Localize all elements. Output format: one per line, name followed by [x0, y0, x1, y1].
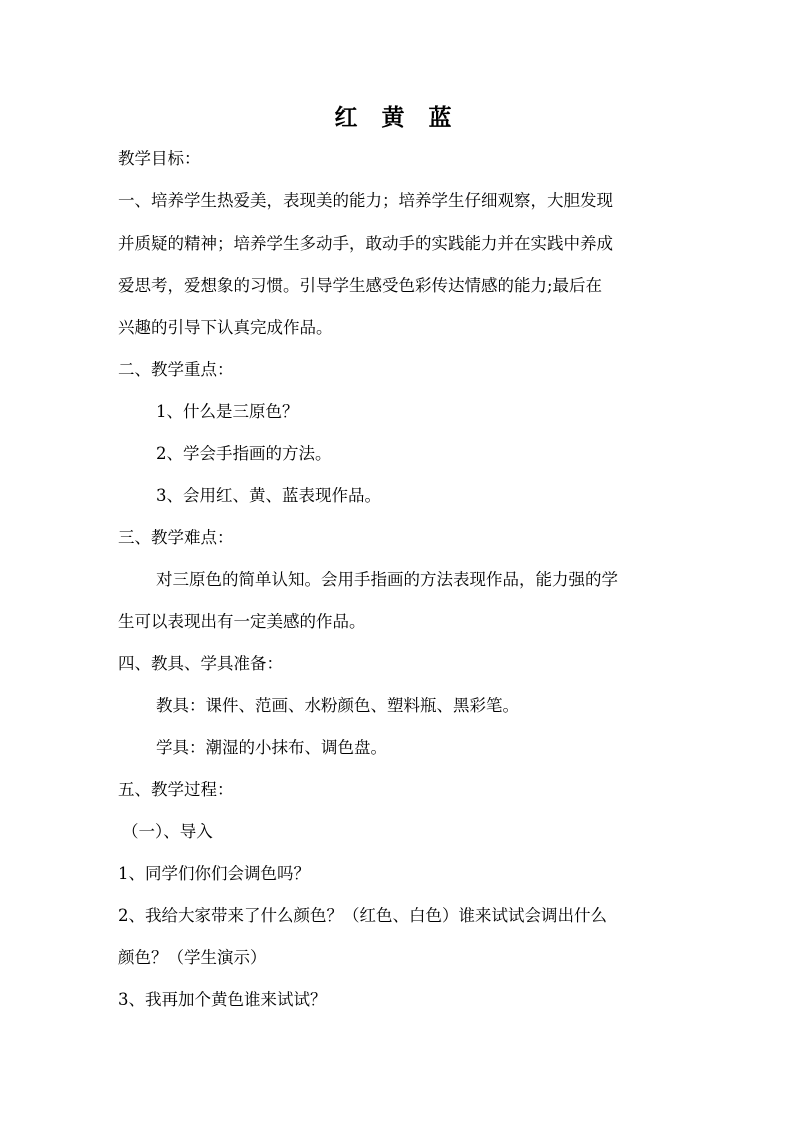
document-title: 红 黄 蓝 — [334, 104, 460, 131]
paragraph-line: 爱思考，爱想象的习惯。引导学生感受色彩传达情感的能力;最后在 — [118, 276, 603, 295]
paragraph-line: 生可以表现出有一定美感的作品。 — [118, 612, 366, 631]
subsection-heading: （一）、导入 — [122, 822, 213, 841]
list-item: 3、我再加个黄色谁来试试？ — [118, 990, 327, 1009]
list-item: 1、同学们你们会调色吗？ — [118, 864, 310, 883]
paragraph-line: 兴趣的引导下认真完成作品。 — [118, 318, 333, 337]
section-heading-process: 五、教学过程： — [118, 780, 234, 799]
section-heading-difficulties: 三、教学难点： — [118, 528, 234, 547]
paragraph-line: 一、培养学生热爱美，表现美的能力；培养学生仔细观察，大胆发现 — [118, 191, 613, 210]
list-item: 3、会用红、黄、蓝表现作品。 — [156, 486, 381, 505]
paragraph-line: 颜色？（学生演示） — [118, 948, 267, 967]
paragraph-line: 学具：潮湿的小抹布、调色盘。 — [156, 738, 387, 757]
list-item: 2、我给大家带来了什么颜色？（红色、白色）谁来试试会调出什么 — [118, 906, 607, 925]
paragraph-line: 教具：课件、范画、水粉颜色、塑料瓶、黑彩笔。 — [156, 696, 519, 715]
section-heading-objectives: 教学目标： — [118, 149, 201, 168]
list-item: 2、学会手指画的方法。 — [156, 444, 332, 463]
section-heading-materials: 四、教具、学具准备： — [118, 654, 283, 673]
paragraph-line: 并质疑的精神；培养学生多动手，敢动手的实践能力并在实践中养成 — [118, 234, 613, 253]
section-heading-key-points: 二、教学重点： — [118, 360, 234, 379]
list-item: 1、什么是三原色？ — [156, 402, 299, 421]
paragraph-line: 对三原色的简单认知。会用手指画的方法表现作品，能力强的学 — [156, 570, 618, 589]
